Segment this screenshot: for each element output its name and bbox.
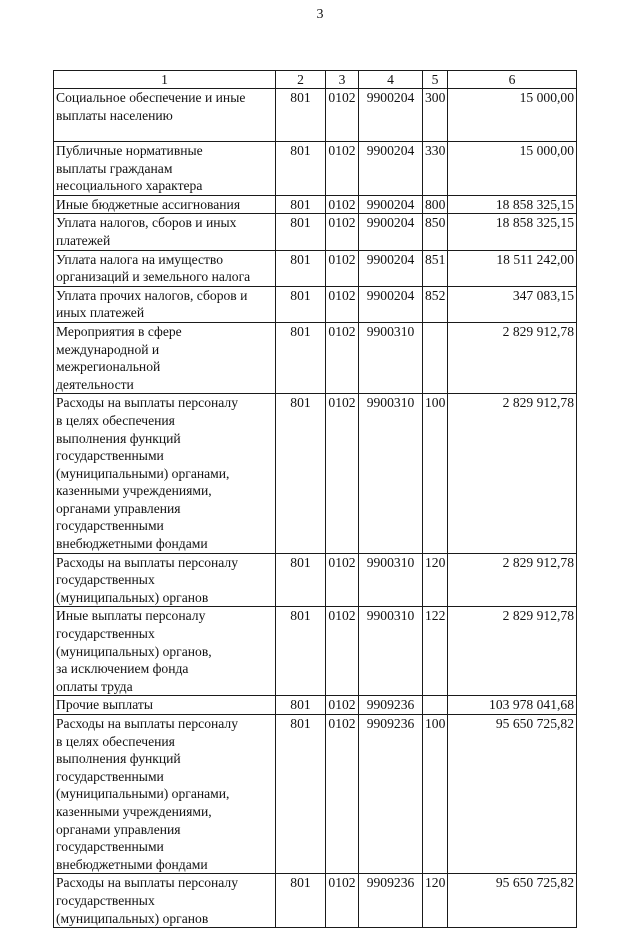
row-target: 9900204 (359, 214, 423, 250)
column-header: 2 (276, 71, 326, 89)
row-name: Уплата налогов, сборов и иных платежей (54, 214, 276, 250)
row-amount: 347 083,15 (448, 286, 577, 322)
row-section: 0102 (326, 607, 359, 696)
row-target: 9900310 (359, 322, 423, 393)
row-amount: 95 650 725,82 (448, 715, 577, 874)
row-name: Расходы на выплаты персоналу государственных (муниципальных) органов (54, 553, 276, 607)
row-grbs: 801 (276, 250, 326, 286)
row-vr: 852 (423, 286, 448, 322)
row-name: Мероприятия в сфере международной и межрегиональной деятельности (54, 322, 276, 393)
column-header: 3 (326, 71, 359, 89)
column-header: 4 (359, 71, 423, 89)
row-target: 9909236 (359, 696, 423, 715)
row-section: 0102 (326, 142, 359, 196)
row-name: Иные бюджетные ассигнования (54, 195, 276, 214)
row-amount: 18 511 242,00 (448, 250, 577, 286)
row-section: 0102 (326, 322, 359, 393)
row-target: 9909236 (359, 874, 423, 928)
row-section: 0102 (326, 874, 359, 928)
row-section: 0102 (326, 214, 359, 250)
table-row (54, 553, 577, 607)
table-row (54, 322, 577, 393)
row-section: 0102 (326, 195, 359, 214)
row-name: Расходы на выплаты персоналу в целях обеспечения выполнения функций государственными (муниципальными) органами, казенными учреждениями, органами управления государственными внебюджетными фондами (54, 394, 276, 553)
row-vr: 800 (423, 195, 448, 214)
row-section: 0102 (326, 286, 359, 322)
table-row (54, 89, 577, 142)
row-name: Расходы на выплаты персоналу государственных (муниципальных) органов (54, 874, 276, 928)
table-row (54, 250, 577, 286)
row-grbs: 801 (276, 715, 326, 874)
row-name: Иные выплаты персоналу государственных (муниципальных) органов, за исключением фонда оплаты труда (54, 607, 276, 696)
row-grbs: 801 (276, 553, 326, 607)
row-grbs: 801 (276, 142, 326, 196)
row-vr: 120 (423, 874, 448, 928)
row-vr: 122 (423, 607, 448, 696)
row-amount: 18 858 325,15 (448, 214, 577, 250)
row-grbs: 801 (276, 214, 326, 250)
row-vr: 100 (423, 394, 448, 553)
table-header-row (54, 71, 577, 89)
row-target: 9900310 (359, 394, 423, 553)
row-target: 9900310 (359, 607, 423, 696)
row-amount: 15 000,00 (448, 89, 577, 142)
row-amount: 95 650 725,82 (448, 874, 577, 928)
row-amount: 2 829 912,78 (448, 322, 577, 393)
row-section: 0102 (326, 394, 359, 553)
row-target: 9900204 (359, 286, 423, 322)
row-grbs: 801 (276, 195, 326, 214)
row-amount: 2 829 912,78 (448, 394, 577, 553)
row-target: 9900204 (359, 89, 423, 142)
row-name: Социальное обеспечение и иные выплаты населению (54, 89, 276, 142)
row-vr (423, 322, 448, 393)
row-vr: 330 (423, 142, 448, 196)
table-row (54, 696, 577, 715)
column-header: 1 (54, 71, 276, 89)
table-row (54, 195, 577, 214)
row-grbs: 801 (276, 394, 326, 553)
row-vr: 850 (423, 214, 448, 250)
table-row (54, 394, 577, 553)
row-target: 9900204 (359, 250, 423, 286)
row-target: 9900204 (359, 195, 423, 214)
row-section: 0102 (326, 696, 359, 715)
budget-table (53, 70, 577, 928)
column-header: 5 (423, 71, 448, 89)
row-name: Уплата прочих налогов, сборов и иных платежей (54, 286, 276, 322)
row-vr: 300 (423, 89, 448, 142)
row-section: 0102 (326, 715, 359, 874)
row-grbs: 801 (276, 874, 326, 928)
table-row (54, 214, 577, 250)
row-amount: 15 000,00 (448, 142, 577, 196)
table-row (54, 715, 577, 874)
column-header: 6 (448, 71, 577, 89)
row-section: 0102 (326, 250, 359, 286)
row-section: 0102 (326, 89, 359, 142)
row-grbs: 801 (276, 696, 326, 715)
row-grbs: 801 (276, 322, 326, 393)
row-name: Расходы на выплаты персоналу в целях обеспечения выполнения функций государственными (муниципальными) органами, казенными учреждениями, органами управления государственными внебюджетными фондами (54, 715, 276, 874)
row-vr: 851 (423, 250, 448, 286)
row-grbs: 801 (276, 607, 326, 696)
row-target: 9900204 (359, 142, 423, 196)
table-row (54, 286, 577, 322)
row-amount: 18 858 325,15 (448, 195, 577, 214)
row-vr: 100 (423, 715, 448, 874)
row-grbs: 801 (276, 286, 326, 322)
row-amount: 2 829 912,78 (448, 553, 577, 607)
row-target: 9900310 (359, 553, 423, 607)
row-amount: 103 978 041,68 (448, 696, 577, 715)
row-vr: 120 (423, 553, 448, 607)
row-grbs: 801 (276, 89, 326, 142)
table-row (54, 874, 577, 928)
row-name: Прочие выплаты (54, 696, 276, 715)
table-row (54, 142, 577, 196)
row-amount: 2 829 912,78 (448, 607, 577, 696)
row-name: Уплата налога на имущество организаций и земельного налога (54, 250, 276, 286)
page-number: 3 (316, 7, 324, 22)
row-vr (423, 696, 448, 715)
row-section: 0102 (326, 553, 359, 607)
row-target: 9909236 (359, 715, 423, 874)
row-name: Публичные нормативные выплаты гражданам несоциального характера (54, 142, 276, 196)
table-row (54, 607, 577, 696)
